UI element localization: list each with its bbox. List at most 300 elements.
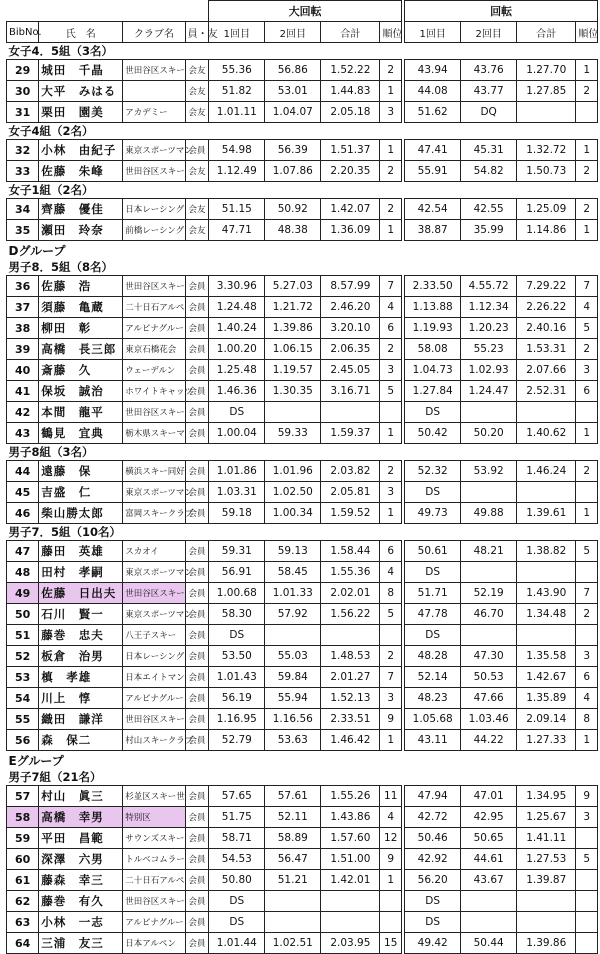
sl-run1-cell: 1.27.84 [405,381,461,402]
table-row [7,807,598,828]
gs-run2-cell: 55.94 [265,688,321,709]
gs-run1-cell: 1.00.20 [209,339,265,360]
sl-total-cell: 1.25.09 [517,199,576,220]
table-row [7,709,598,730]
bib-cell: 34 [7,199,39,220]
sl-run2-cell: 45.31 [461,140,517,161]
table-row [7,688,598,709]
sl-rank-cell: 1 [576,60,598,81]
member-cell: 会員 [185,423,209,444]
gs-run1-cell: 57.65 [209,786,265,807]
sl-total-cell: 1.39.86 [517,933,576,954]
member-cell: 会員 [185,709,209,730]
gs-rank-cell: 11 [380,786,402,807]
name-cell: 大平 みはる [39,81,123,102]
member-cell: 会員 [185,140,209,161]
gs-total-cell: 1.55.36 [321,562,380,583]
name-cell: 藤森 幸三 [39,870,123,891]
group-heading-row [7,241,598,260]
sl-run2-cell: 42.55 [461,199,517,220]
sl-rank-cell: 2 [576,81,598,102]
sl-run1-cell: 49.73 [405,503,461,524]
club-cell: 栃木県スキーマ [123,423,185,444]
sl-total-cell: 1.50.73 [517,161,576,182]
table-row [7,140,598,161]
sl-total-cell: 2.07.66 [517,360,576,381]
sl-run2-cell: 1.12.34 [461,297,517,318]
gs-run2-cell: 55.03 [265,646,321,667]
sl-run1-cell: 48.28 [405,646,461,667]
club-cell: 東京スポーツマン [123,140,185,161]
sl-rank-cell: 3 [576,807,598,828]
bib-cell: 44 [7,461,39,482]
sl-run1-cell: 42.54 [405,199,461,220]
sl-total-cell: 2.26.22 [517,297,576,318]
member-header: 員・友 [185,22,209,43]
category-heading-row [7,524,598,541]
member-cell: 会員 [185,541,209,562]
gs-run1-cell: 1.01.44 [209,933,265,954]
sl-run2-cell: 43.76 [461,60,517,81]
gs-run2-cell: 1.00.34 [265,503,321,524]
bib-cell: 62 [7,891,39,912]
sl-total-header: 合計 [517,22,576,43]
sl-run2-cell: 47.30 [461,646,517,667]
gs-run2-cell: 1.02.50 [265,482,321,503]
gs-run2-cell: 1.01.96 [265,461,321,482]
sl-run2-cell: 4.55.72 [461,276,517,297]
member-cell: 会友 [185,161,209,182]
sl-run2-cell: 54.82 [461,161,517,182]
club-cell: サウンズスキー [123,828,185,849]
gs-run1-cell: DS [209,402,265,423]
club-cell: トルベコムラー [123,849,185,870]
gs-rank-cell: 4 [380,562,402,583]
bib-cell: 43 [7,423,39,444]
gs-total-cell: 2.03.95 [321,933,380,954]
category-heading: 男子8．5組（8名） [8,260,114,274]
club-cell: アカデミー [123,102,185,123]
table-row [7,360,598,381]
sl-run1-cell: 47.78 [405,604,461,625]
table-row [7,786,598,807]
category-heading: 女子4．5組（3名） [8,44,114,58]
bib-cell: 46 [7,503,39,524]
sl-run1-header: 1回目 [405,22,461,43]
club-cell: 杉並区スキー世 [123,786,185,807]
sl-run1-cell: 1.05.68 [405,709,461,730]
table-row [7,60,598,81]
sl-run2-cell: 1.02.93 [461,360,517,381]
bib-cell: 54 [7,688,39,709]
category-heading-row [7,182,598,199]
sl-run2-cell: DQ [461,102,517,123]
category-heading-row [7,769,598,786]
sl-run1-cell: 42.92 [405,849,461,870]
gs-total-cell: 1.57.60 [321,828,380,849]
member-cell: 会員 [185,849,209,870]
sl-rank-cell: 4 [576,297,598,318]
gs-run2-cell: 1.02.51 [265,933,321,954]
sl-run1-cell: 50.42 [405,423,461,444]
club-cell: 八王子スキー [123,625,185,646]
member-cell: 会員 [185,604,209,625]
sl-rank-cell [576,625,598,646]
table-row [7,891,598,912]
sl-total-cell: 1.27.33 [517,730,576,751]
gs-run1-cell: 52.79 [209,730,265,751]
gs-run1-cell: 47.71 [209,220,265,241]
club-cell: 富岡スキークラブ [123,503,185,524]
bib-cell: 42 [7,402,39,423]
gs-rank-cell: 8 [380,583,402,604]
member-cell: 会友 [185,102,209,123]
gs-run2-cell: 59.13 [265,541,321,562]
name-cell: 森 保二 [39,730,123,751]
gs-total-cell: 1.42.07 [321,199,380,220]
sl-rank-cell [576,102,598,123]
sl-run1-cell: DS [405,912,461,933]
group-heading: Dグループ [8,243,66,258]
table-row [7,339,598,360]
gs-rank-cell: 1 [380,140,402,161]
sl-rank-cell: 2 [576,339,598,360]
table-row [7,646,598,667]
gs-run1-cell: 51.82 [209,81,265,102]
gs-rank-cell: 2 [380,60,402,81]
bib-cell: 63 [7,912,39,933]
gs-run1-cell: 50.80 [209,870,265,891]
member-cell: 会員 [185,646,209,667]
club-cell [123,81,185,102]
bib-cell: 31 [7,102,39,123]
sl-run2-cell: 50.20 [461,423,517,444]
bib-cell: 38 [7,318,39,339]
club-cell: アルピナグルー [123,318,185,339]
sl-total-cell: 1.46.24 [517,461,576,482]
sl-run1-cell: DS [405,482,461,503]
slalom-heading: 回転 [405,1,598,22]
club-cell: 世田谷区スキー [123,709,185,730]
category-heading: 女子4組（2名） [8,124,94,138]
table-row [7,276,598,297]
club-cell: 二十日石アルペ [123,870,185,891]
gs-run1-cell: 3.30.96 [209,276,265,297]
sl-rank-cell [576,870,598,891]
gs-total-header: 合計 [321,22,380,43]
category-heading: 女子1組（2名） [8,183,94,197]
gs-run2-cell: 56.86 [265,60,321,81]
sl-run2-cell [461,562,517,583]
gs-total-cell: 8.57.99 [321,276,380,297]
sl-rank-cell: 5 [576,541,598,562]
sl-run1-cell: 42.72 [405,807,461,828]
sl-total-cell [517,891,576,912]
club-cell: 日本エイトマン [123,667,185,688]
bib-cell: 55 [7,709,39,730]
sl-rank-cell [576,891,598,912]
name-cell: 三浦 友三 [39,933,123,954]
gs-run2-cell: 1.39.86 [265,318,321,339]
gs-total-cell: 3.16.71 [321,381,380,402]
gs-run1-cell: 54.98 [209,140,265,161]
sl-run2-cell: 49.88 [461,503,517,524]
gs-run2-cell: 5.27.03 [265,276,321,297]
sl-run2-cell [461,482,517,503]
table-row [7,604,598,625]
sl-total-cell: 1.41.11 [517,828,576,849]
sl-run2-cell [461,402,517,423]
sl-run1-cell: 50.61 [405,541,461,562]
gs-rank-cell [380,625,402,646]
sl-rank-cell: 3 [576,360,598,381]
name-cell: 高橋 長三郎 [39,339,123,360]
category-heading-row [7,444,598,461]
member-cell: 会員 [185,482,209,503]
gs-rank-cell: 6 [380,541,402,562]
sl-rank-cell: 7 [576,276,598,297]
gs-run1-cell: DS [209,912,265,933]
gs-run1-cell: 1.46.36 [209,381,265,402]
member-cell: 会友 [185,60,209,81]
sl-rank-cell [576,933,598,954]
sl-run2-cell: 46.70 [461,604,517,625]
table-row [7,381,598,402]
gs-rank-cell: 1 [380,503,402,524]
table-row [7,482,598,503]
club-cell: 二十日石アルペ [123,297,185,318]
gs-run2-cell [265,891,321,912]
sl-total-cell [517,912,576,933]
table-row [7,102,598,123]
gs-run1-cell: 56.91 [209,562,265,583]
sl-run2-cell: 44.22 [461,730,517,751]
sl-total-cell [517,482,576,503]
member-cell: 会員 [185,381,209,402]
gs-rank-cell [380,912,402,933]
sl-rank-cell: 1 [576,140,598,161]
sl-total-cell [517,625,576,646]
name-cell: 本間 龍平 [39,402,123,423]
club-cell: 横浜スキー同好 [123,461,185,482]
sl-run2-cell: 47.66 [461,688,517,709]
category-heading: 男子7．5組（10名） [8,525,122,539]
gs-run1-cell: 1.40.24 [209,318,265,339]
gs-total-cell: 1.59.37 [321,423,380,444]
bib-cell: 30 [7,81,39,102]
sl-run2-cell: 50.44 [461,933,517,954]
sl-rank-cell: 1 [576,730,598,751]
sl-rank-cell: 6 [576,667,598,688]
member-cell: 会員 [185,360,209,381]
group-heading-row [7,751,598,770]
gs-run2-cell: 56.39 [265,140,321,161]
bib-cell: 32 [7,140,39,161]
bib-cell: 58 [7,807,39,828]
gs-rank-cell: 2 [380,646,402,667]
table-row [7,625,598,646]
sl-run2-cell: 55.23 [461,339,517,360]
sl-run1-cell: 38.87 [405,220,461,241]
sl-run2-cell: 1.24.47 [461,381,517,402]
sl-run2-cell: 44.61 [461,849,517,870]
name-cell: 城田 千晶 [39,60,123,81]
gs-run2-cell: 1.01.33 [265,583,321,604]
gs-total-cell: 1.51.00 [321,849,380,870]
name-cell: 川上 惇 [39,688,123,709]
bib-cell: 48 [7,562,39,583]
gs-total-cell: 2.33.51 [321,709,380,730]
name-cell: 佐藤 浩 [39,276,123,297]
gs-total-cell [321,891,380,912]
club-cell: 世田谷区スキー [123,276,185,297]
member-cell: 会員 [185,688,209,709]
results-body [7,43,598,954]
gs-run2-cell: 58.45 [265,562,321,583]
member-cell: 会員 [185,786,209,807]
name-cell: 小林 由紀子 [39,140,123,161]
sl-rank-cell [576,562,598,583]
sl-total-cell: 2.09.14 [517,709,576,730]
category-heading-row [7,259,598,276]
sl-run1-cell: 49.42 [405,933,461,954]
bib-cell: 41 [7,381,39,402]
club-cell: 特別区 [123,807,185,828]
sl-rank-cell: 2 [576,461,598,482]
table-row [7,562,598,583]
club-cell: 東京スポーツマン [123,482,185,503]
gs-run2-cell: 57.92 [265,604,321,625]
sl-run2-cell: 1.20.23 [461,318,517,339]
sl-run2-cell: 53.92 [461,461,517,482]
gs-run1-cell: 55.36 [209,60,265,81]
gs-rank-cell: 3 [380,482,402,503]
gs-run1-cell: 1.01.43 [209,667,265,688]
gs-run2-cell [265,912,321,933]
sl-total-cell: 1.40.62 [517,423,576,444]
gs-rank-cell: 5 [380,604,402,625]
sl-run2-cell [461,891,517,912]
sl-run1-cell: 44.08 [405,81,461,102]
sl-total-cell: 1.14.86 [517,220,576,241]
sl-total-cell: 1.34.95 [517,786,576,807]
name-cell: 遠藤 保 [39,461,123,482]
bib-cell: 39 [7,339,39,360]
gs-total-cell [321,912,380,933]
bib-cell: 40 [7,360,39,381]
gs-run2-cell: 1.30.35 [265,381,321,402]
club-cell: 世田谷区スキー [123,891,185,912]
bib-cell: 45 [7,482,39,503]
name-cell: 斎藤 久 [39,360,123,381]
table-row [7,318,598,339]
gs-run1-cell: 51.75 [209,807,265,828]
gs-rank-cell: 2 [380,339,402,360]
sl-run1-cell: DS [405,891,461,912]
sl-run2-cell [461,625,517,646]
sl-rank-cell: 5 [576,318,598,339]
gs-run2-cell: 1.19.57 [265,360,321,381]
member-cell: 会員 [185,667,209,688]
club-cell: 世田谷区スキー [123,161,185,182]
sl-total-cell: 1.35.58 [517,646,576,667]
gs-total-cell: 2.20.35 [321,161,380,182]
member-cell: 会友 [185,199,209,220]
gs-run1-cell: 1.24.48 [209,297,265,318]
bib-cell: 64 [7,933,39,954]
gs-total-cell: 2.01.27 [321,667,380,688]
gs-run1-cell: 1.12.49 [209,161,265,182]
table-row [7,849,598,870]
table-row [7,461,598,482]
gs-total-cell: 1.59.52 [321,503,380,524]
sl-run2-cell: 47.01 [461,786,517,807]
gs-rank-cell: 12 [380,828,402,849]
name-cell: 吉盛 仁 [39,482,123,503]
sl-run1-cell: 52.32 [405,461,461,482]
gs-rank-cell [380,402,402,423]
gs-total-cell: 1.58.44 [321,541,380,562]
gs-run2-cell [265,625,321,646]
gs-run1-cell: DS [209,891,265,912]
name-cell: 須藤 亀蔵 [39,297,123,318]
gs-total-cell [321,402,380,423]
gs-rank-cell: 7 [380,276,402,297]
name-cell: 佐藤 朱峰 [39,161,123,182]
gs-run2-cell: 58.89 [265,828,321,849]
sl-run1-cell: 50.46 [405,828,461,849]
club-cell: ホワイトキャッツ [123,381,185,402]
member-cell: 会員 [185,562,209,583]
bib-cell: 56 [7,730,39,751]
gs-total-cell: 1.42.01 [321,870,380,891]
gs-run1-cell: 56.19 [209,688,265,709]
sl-rank-cell: 2 [576,199,598,220]
sl-rank-cell: 1 [576,423,598,444]
results-table [6,0,598,954]
gs-rank-cell: 2 [380,161,402,182]
gs-total-cell: 1.36.09 [321,220,380,241]
gs-run2-cell: 59.84 [265,667,321,688]
sl-rank-cell: 1 [576,220,598,241]
gs-run1-cell: 51.15 [209,199,265,220]
club-cell: 世田谷区スキー [123,583,185,604]
gs-total-cell: 1.51.37 [321,140,380,161]
sl-rank-cell [576,482,598,503]
gs-total-cell: 1.43.86 [321,807,380,828]
club-cell: 東京スポーツマン [123,562,185,583]
gs-run2-cell: 48.38 [265,220,321,241]
member-cell: 会員 [185,828,209,849]
sl-run1-cell: 1.19.93 [405,318,461,339]
sl-total-cell: 1.39.87 [517,870,576,891]
bib-cell: 36 [7,276,39,297]
table-row [7,541,598,562]
sl-run1-cell: 55.91 [405,161,461,182]
gs-rank-cell: 9 [380,709,402,730]
sl-rank-cell [576,828,598,849]
sl-rank-cell: 1 [576,503,598,524]
gs-run2-cell: 1.04.07 [265,102,321,123]
gs-rank-cell: 7 [380,667,402,688]
gs-run2-cell: 53.63 [265,730,321,751]
table-row [7,297,598,318]
club-cell: アルピナグルー [123,912,185,933]
club-cell: 村山スキークラブ [123,730,185,751]
gs-total-cell: 1.52.13 [321,688,380,709]
sl-total-cell: 1.25.67 [517,807,576,828]
club-cell: ウェーデルン [123,360,185,381]
